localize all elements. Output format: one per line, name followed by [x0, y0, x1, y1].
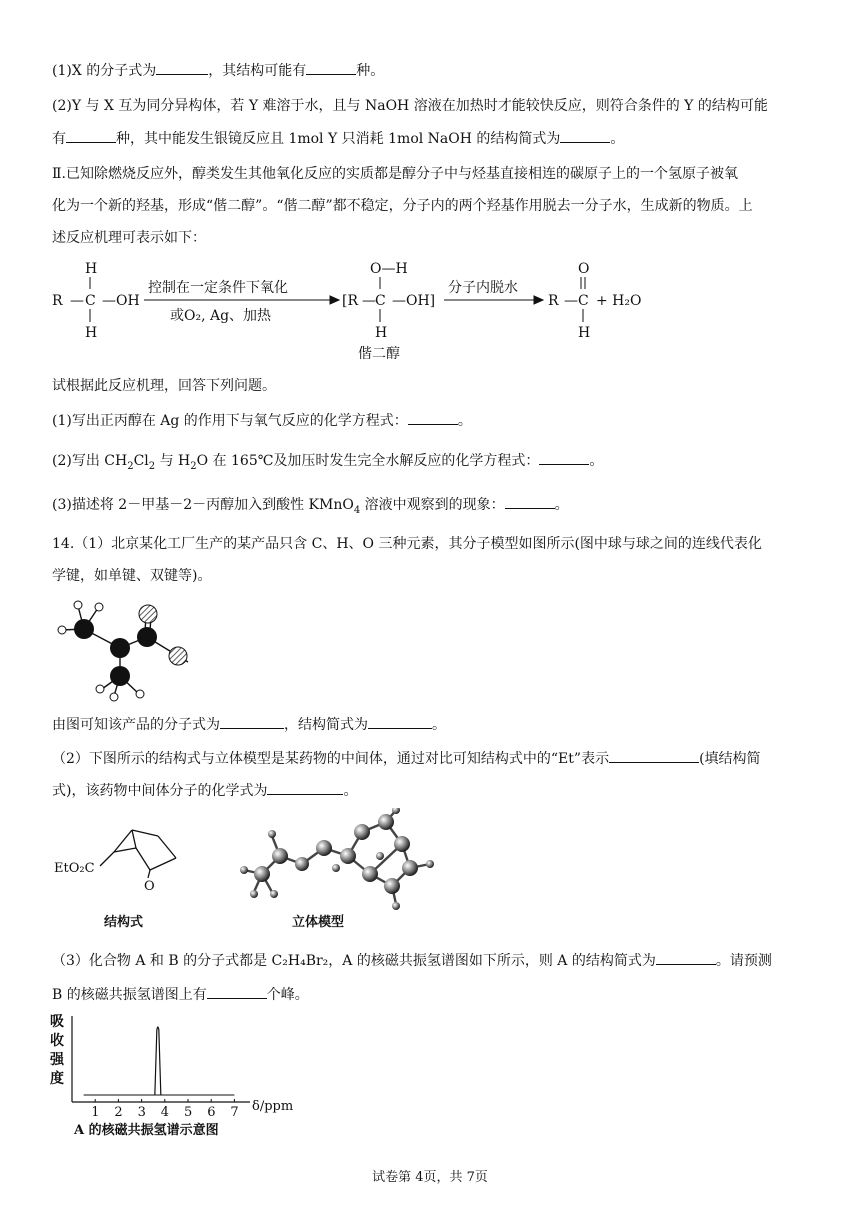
q14-text-4a: （2）下图所示的结构式与立体模型是某药物的中间体，通过对比可知结构式中的“Et”表示 [52, 751, 610, 767]
svg-text:[R: [R [342, 293, 359, 309]
nmr-tick-label: 4 [160, 1105, 170, 1120]
svg-text:—: — [362, 293, 376, 309]
q13-part2-line1 [52, 96, 768, 116]
q13-q2-text-b: Cl [133, 453, 149, 469]
q14-text-7a: B 的核磁共振氢谱图上有 [52, 987, 207, 1003]
structure-label: 结构式 [104, 915, 144, 930]
q13-part2-line2 [52, 128, 624, 149]
q13-p1-text-a: (1)X 的分子式为 [52, 63, 157, 79]
q13-q3-text-b: 溶液中观察到的现象： [360, 497, 505, 513]
q13-q3-line: (3)描述将 2－甲基－2－丙醇加入到酸性 KMnO$_4$ 溶液中观察到的现象： 。 [52, 494, 569, 521]
svg-text:C: C [578, 293, 589, 309]
bicyclic-skeleton [100, 830, 176, 878]
nmr-ylabel-char: 吸 [50, 1014, 64, 1030]
q13-p1-text-c: 种。 [356, 63, 385, 79]
q14-text-3a: 由图可知该产品的分子式为 [52, 717, 220, 733]
q13-q1-text: (1)写出正丙醇在 Ag 的作用下与氧气反应的化学方程式： [52, 413, 408, 429]
nmr-x-unit: δ/ppm [252, 1099, 294, 1114]
q13-ii-text-1: Ⅱ.已知除燃烧反应外，醇类发生其他氧化反应的实质都是醇分子中与烃基直接相连的碳原子上的一个氢原子被氧 [52, 166, 738, 182]
answer-blank[interactable] [656, 950, 716, 965]
q13-ask-line [52, 376, 276, 396]
svg-text:O: O [578, 261, 590, 277]
gem-diol-label: 偕二醇 [358, 346, 400, 362]
q14-line2 [52, 566, 211, 586]
q14-text-6b: 。请预测 [715, 953, 772, 969]
answer-blank[interactable] [267, 780, 343, 795]
svg-text:H: H [375, 325, 388, 341]
q13-ask-text: 试根据此反应机理，回答下列问题。 [52, 378, 276, 394]
q13-q2-end: 。 [589, 453, 604, 469]
svg-text:C: C [85, 293, 96, 309]
answer-blank[interactable] [539, 450, 589, 465]
svg-text:H: H [85, 261, 98, 277]
mech-condition-bottom: 或O₂, Ag、加热 [170, 308, 272, 324]
nmr-ylabel-char: 强 [50, 1052, 64, 1068]
q13-ii-line3 [52, 228, 206, 248]
q14-text-1: 14.（1）北京某化工厂生产的某产品只含 C、H、O 三种元素，其分子模型如图所示(图中球与球之间的连线代表化 [52, 536, 762, 552]
molecule-ball-model [44, 592, 194, 702]
svg-text:C: C [375, 293, 386, 309]
answer-blank[interactable] [560, 128, 610, 143]
q14-text-6a: （3）化合物 A 和 B 的分子式都是 C₂H₄Br₂，A 的核磁共振氢谱图如下所示，则 A 的结构简式为 [52, 953, 656, 969]
q13-ii-line1 [52, 164, 738, 184]
answer-blank[interactable] [368, 714, 432, 729]
atoms [58, 601, 187, 701]
mech-water: + H₂O [596, 293, 642, 309]
svg-text:—: — [102, 293, 116, 309]
q13-p2-text-d: 。 [610, 131, 625, 147]
q13-ii-text-2: 化为一个新的羟基，形成“偕二醇”。“偕二醇”都不稳定，分子内的两个羟基作用脱去一分子水，生成新的物质。上 [52, 198, 753, 214]
q13-q1-end: 。 [457, 413, 472, 429]
nmr-tick-label: 2 [114, 1105, 123, 1120]
nmr-peak [155, 1027, 161, 1095]
answer-blank[interactable] [156, 60, 208, 75]
svg-text:H: H [578, 325, 591, 341]
q14-text-3b: ，结构简式为 [284, 717, 368, 733]
nmr-ylabel-char: 收 [50, 1033, 64, 1049]
mech-r1: R [52, 293, 63, 309]
q14-line6 [52, 950, 772, 971]
q13-q3-text-a: (3)描述将 2－甲基－2－丙醇加入到酸性 KMnO [52, 497, 354, 513]
q14-line1 [52, 534, 762, 554]
svg-text:H: H [85, 325, 98, 341]
q14-text-7b: 个峰。 [266, 987, 309, 1003]
q13-q3-end: 。 [554, 497, 569, 513]
q13-q2-text-c: 与 H [155, 453, 191, 469]
answer-blank[interactable] [408, 410, 458, 425]
etoc-label: EtO₂C [54, 861, 95, 876]
q13-p2-text-c: 种，其中能发生银镜反应且 1mol Y 只消耗 1mol NaOH 的结构简式为 [116, 131, 561, 147]
nmr-tick-label: 3 [137, 1105, 146, 1120]
answer-blank[interactable] [609, 748, 699, 763]
q14-text-3c: 。 [432, 717, 446, 733]
answer-blank[interactable] [66, 128, 116, 143]
nmr-tick-label: 6 [207, 1105, 216, 1120]
q13-part1-line [52, 60, 384, 81]
q13-p1-text-b: ，其结构可能有 [208, 63, 307, 79]
svg-text:R: R [548, 293, 559, 309]
q14-line4 [52, 748, 761, 769]
q13-p2-text-a: (2)Y 与 X 互为同分异构体，若 Y 难溶于水，且与 NaOH 溶液在加热时才能较快反应，则符合条件的 Y 的结构可能 [52, 98, 768, 114]
mech-dehydrate-label: 分子内脱水 [448, 280, 518, 296]
answer-blank[interactable] [207, 984, 267, 999]
q14-line3 [52, 714, 446, 735]
q13-p2-text-b: 有 [52, 131, 66, 147]
answer-blank[interactable] [220, 714, 284, 729]
svg-text:OH]: OH] [406, 293, 436, 309]
q13-q2-text-d: O 在 165℃及加压时发生完全水解反应的化学方程式： [196, 453, 540, 469]
nmr-caption: A 的核磁共振氢谱示意图 [74, 1123, 219, 1138]
reaction-mechanism-diagram [40, 256, 680, 366]
drug-intermediate-figure [40, 808, 460, 938]
svg-text:—: — [70, 293, 84, 309]
svg-text:O—H: O—H [370, 261, 408, 277]
nmr-spectrum-chart [40, 1010, 310, 1145]
page-footer: 试卷第 4页，共 7页 [372, 1170, 488, 1185]
nmr-tick-label: 1 [91, 1105, 100, 1120]
q13-ii-text-3: 述反应机理可表示如下： [52, 230, 206, 246]
answer-blank[interactable] [306, 60, 356, 75]
svg-text:—: — [392, 293, 406, 309]
ketone-oxygen: O [144, 879, 155, 894]
q13-q2-line: (2)写出 $CH_2Cl_2$ 与 $H_2O$ 在 165℃及加压时发生完全水解反应的化学方程式： 。 [52, 450, 603, 477]
q13-ii-line2 [52, 196, 753, 216]
q14-line5 [52, 780, 357, 801]
nmr-tick-label: 7 [230, 1105, 239, 1120]
q14-line7 [52, 984, 309, 1005]
q13-q2-text-a: (2)写出 CH [52, 453, 128, 469]
svg-text:OH: OH [116, 293, 140, 309]
svg-text:—: — [564, 293, 578, 309]
atom-balls [240, 808, 434, 910]
q14-text-5a: 式)，该药物中间体分子的化学式为 [52, 783, 268, 799]
q13-q1-line [52, 410, 472, 431]
mech-condition-top: 控制在一定条件下氧化 [148, 280, 288, 296]
answer-blank[interactable] [505, 494, 555, 509]
model-label: 立体模型 [292, 915, 345, 930]
stick-bonds [244, 810, 430, 904]
q14-text-2: 学键，如单键、双键等)。 [52, 568, 212, 584]
nmr-ylabel-char: 度 [50, 1071, 64, 1087]
q14-text-5b: 。 [343, 783, 358, 799]
q14-text-4b: (填结构简 [699, 751, 761, 767]
nmr-tick-label: 5 [184, 1105, 193, 1120]
